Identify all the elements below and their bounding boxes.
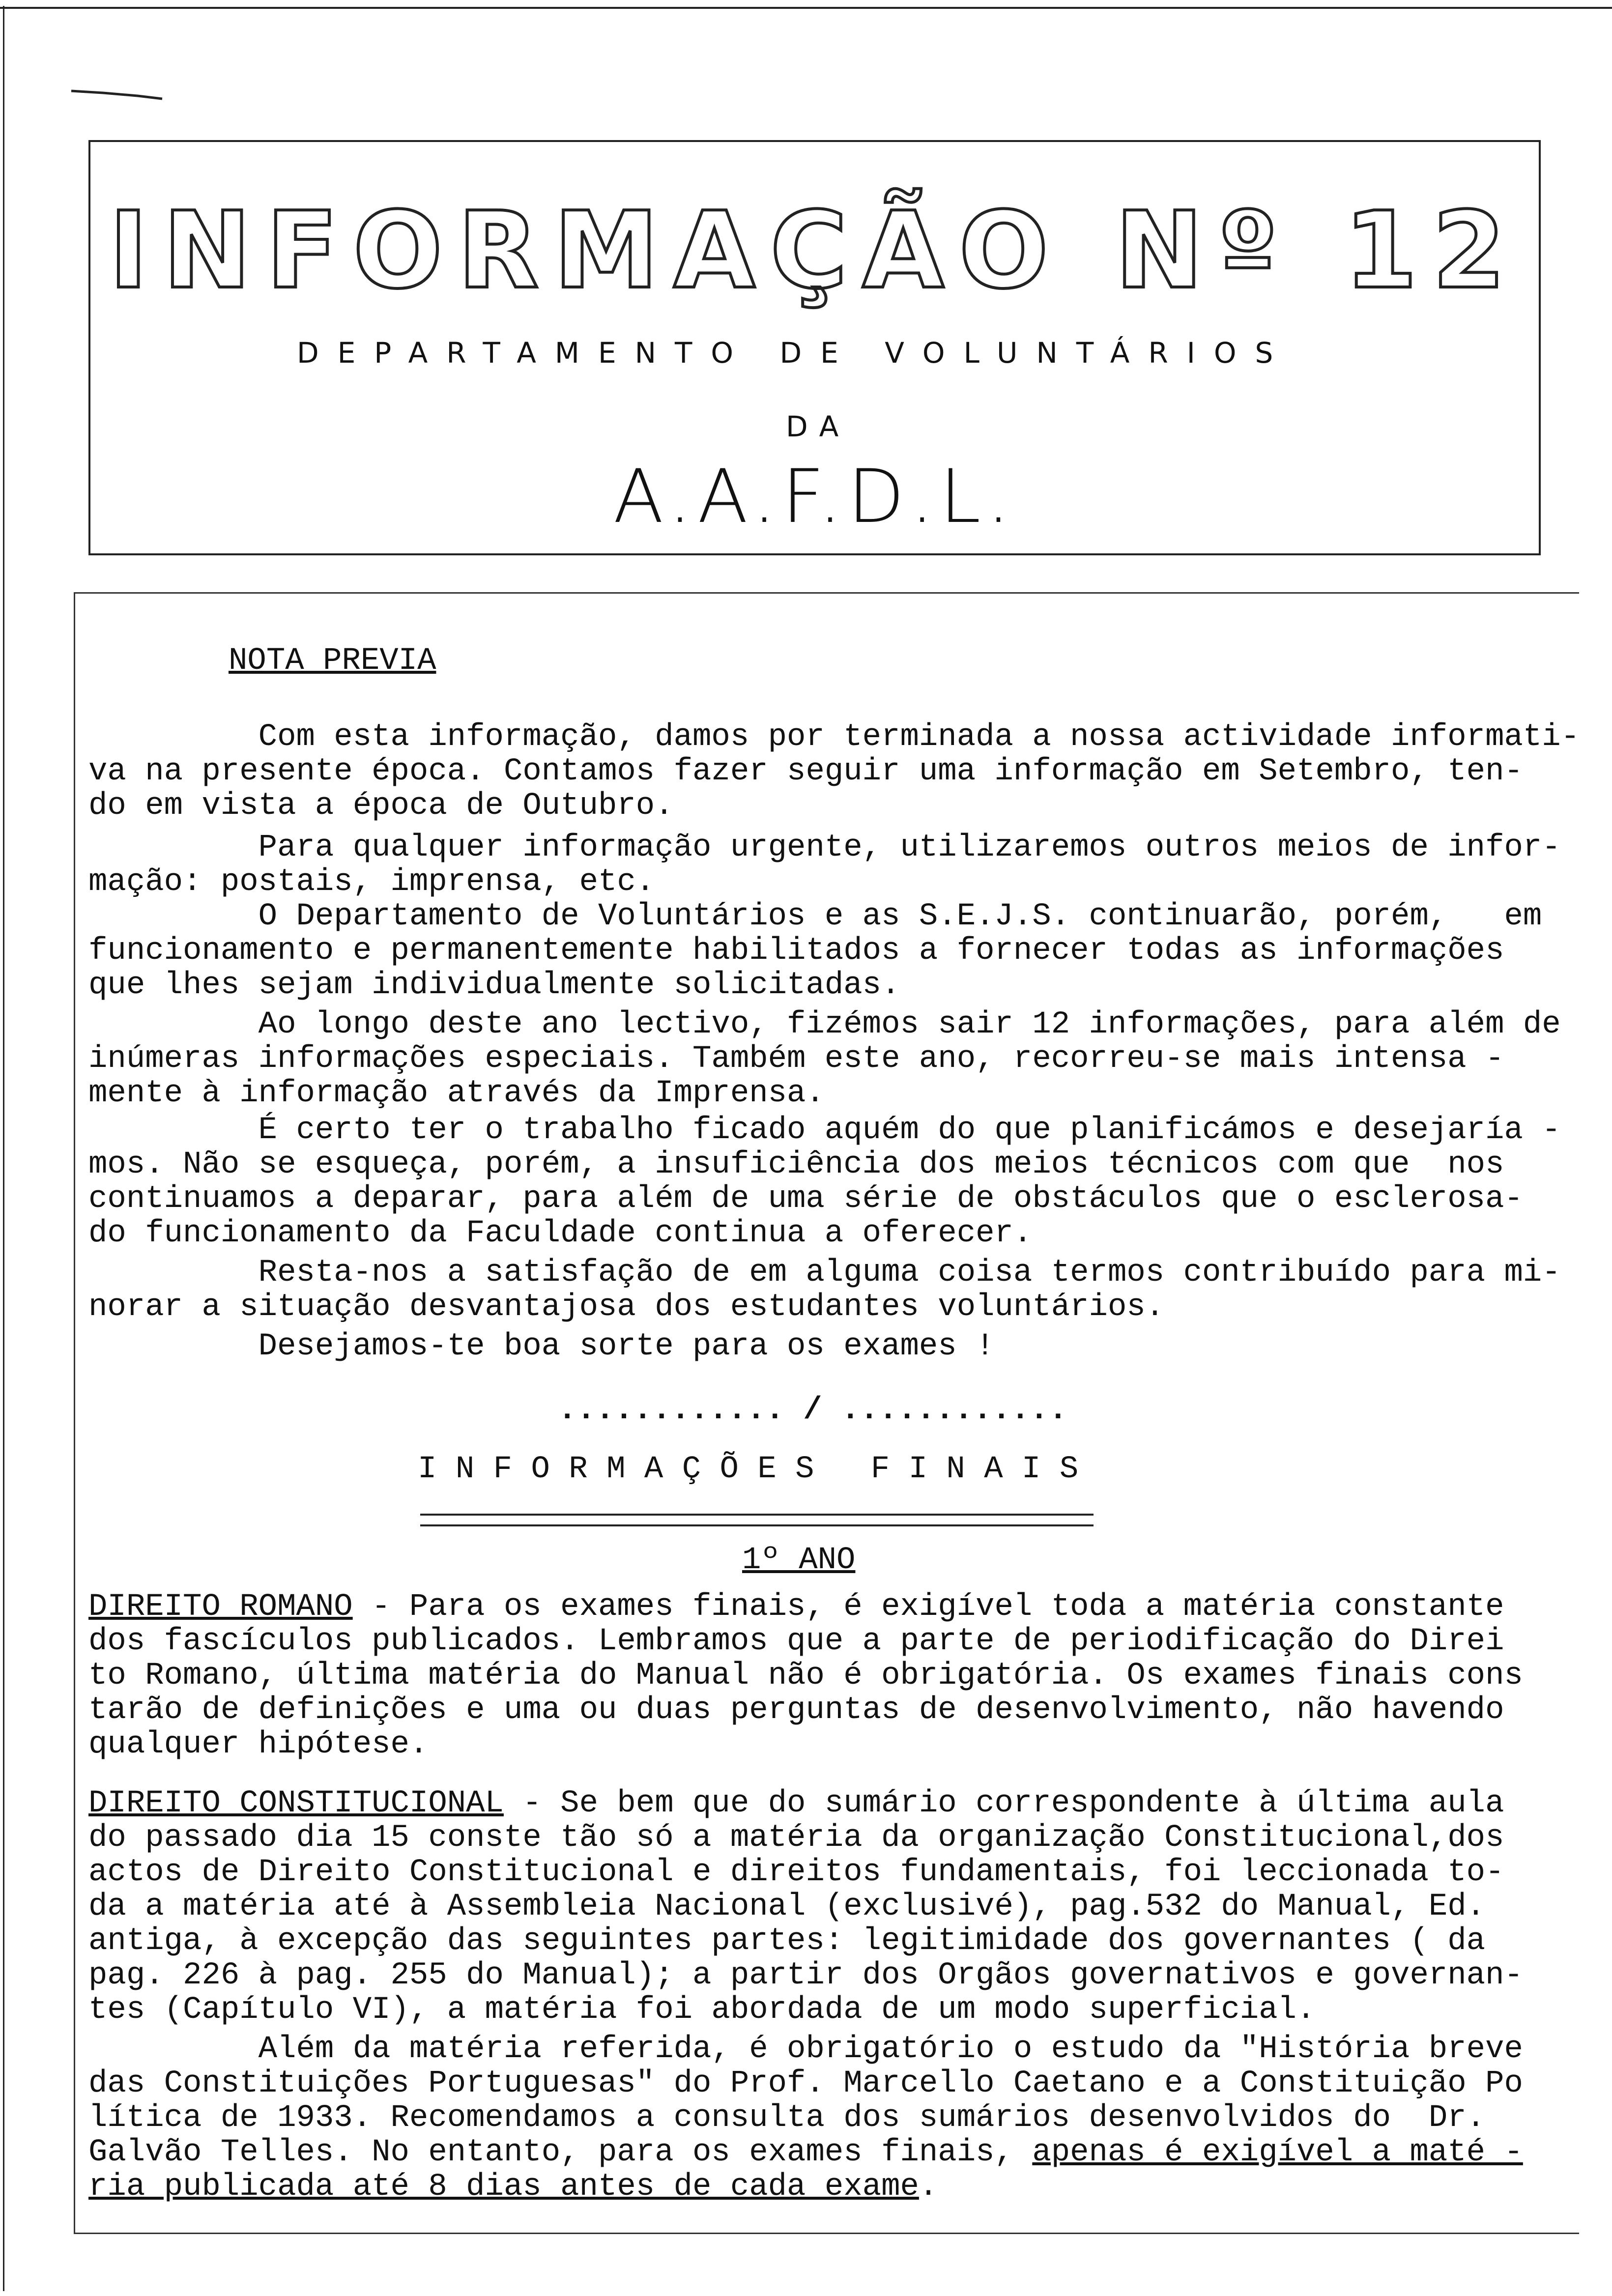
direito-constitucional-line: ria publicada até 8 dias antes de cada exame. — [88, 2169, 938, 2205]
direito-constitucional-line: antiga, à excepção das seguintes partes: legitimidade dos governantes ( da — [88, 1923, 1486, 1959]
newsletter-title: INFORMAÇÃO Nº 12 — [109, 189, 1521, 312]
section-title: I N F O R M A Ç Õ E S F I N A I S — [418, 1452, 1079, 1487]
direito-constitucional-line: da a matéria até à Assembleia Nacional (exclusivé), pag.532 do Manual, Ed. — [88, 1889, 1486, 1924]
direito-romano-label: DIREITO ROMANO — [88, 1589, 353, 1625]
direito-constitucional-line: actos de Direito Constitucional e direitos fundamentais, foi leccionada to- — [88, 1855, 1504, 1890]
nota-previa-line: que lhes sejam individualmente solicitadas. — [88, 968, 900, 1003]
department-name: DEPARTAMENTO DE VOLUNTÁRIOS — [297, 336, 1292, 370]
direito-constitucional-line: das Constituições Portuguesas" do Prof. Marcello Caetano e a Constituição Po — [88, 2066, 1523, 2101]
nota-previa-line: Desejamos-te boa sorte para os exames ! — [88, 1329, 995, 1364]
nota-previa-line: Com esta informação, damos por terminada a nossa actividade informati- — [88, 719, 1580, 755]
nota-previa-line: norar a situação desvantajosa dos estudantes voluntários. — [88, 1290, 1165, 1325]
direito-constitucional-paragraph: DIREITO CONSTITUCIONAL - Se bem que do sumário correspondente à última aula — [88, 1786, 1504, 1821]
nota-previa-line: funcionamento e permanentemente habilitados a fornecer todas as informações — [88, 933, 1504, 969]
nota-previa-line: É certo ter o trabalho ficado aquém do que planificámos e desejaría - — [88, 1113, 1561, 1148]
direito-romano-line: to Romano, última matéria do Manual não é obrigatória. Os exames finais cons — [88, 1658, 1523, 1693]
nota-previa-line: mação: postais, imprensa, etc. — [88, 864, 655, 900]
direito-constitucional-line: tes (Capítulo VI), a matéria foi abordada de um modo superficial. — [88, 1992, 1316, 2028]
direito-constitucional-line: pag. 226 à pag. 255 do Manual); a partir dos Orgãos governativos e governan- — [88, 1958, 1523, 1993]
page-top-border — [0, 7, 1612, 9]
required-material-note: apenas é exigível a maté - — [1032, 2135, 1523, 2170]
organization-name: A.A.F.D.L. — [613, 454, 1016, 540]
nota-previa-line: do funcionamento da Faculdade continua a oferecer. — [88, 1216, 1033, 1251]
direito-constitucional-label: DIREITO CONSTITUCIONAL — [88, 1786, 504, 1821]
nota-previa-line: continuamos a deparar, para além de uma série de obstáculos que o esclerosa- — [88, 1181, 1523, 1217]
direito-romano-line: tarão de definições e uma ou duas perguntas de desenvolvimento, não havendo — [88, 1693, 1504, 1728]
direito-romano-paragraph: DIREITO ROMANO - Para os exames finais, é exigível toda a matéria constante — [88, 1589, 1504, 1625]
nota-previa-line: inúmeras informações especiais. Também este ano, recorreu-se mais intensa - — [88, 1041, 1504, 1077]
nota-previa-line: do em vista a época de Outubro. — [88, 788, 674, 824]
nota-previa-line: mos. Não se esqueça, porém, a insuficiência dos meios técnicos com que nos — [88, 1147, 1504, 1182]
page-left-border — [3, 6, 4, 2291]
nota-previa-line: Ao longo deste ano lectivo, fizémos sair 12 informações, para além de — [88, 1007, 1561, 1042]
department-connector: DA — [786, 410, 851, 443]
nota-previa-line: O Departamento de Voluntários e as S.E.J.S. continuarão, porém, em — [88, 899, 1542, 934]
section-separator: ............ / ............ — [558, 1393, 1067, 1428]
pen-scratch-mark — [69, 86, 167, 101]
nota-previa-line: va na presente época. Contamos fazer seguir uma informação em Setembro, ten- — [88, 754, 1523, 789]
direito-constitucional-line: do passado dia 15 conste tão só a matéria da organização Constitucional,dos — [88, 1820, 1504, 1856]
required-material-note-cont: ria publicada até 8 dias antes de cada exame — [88, 2169, 919, 2205]
direito-constitucional-line: lítica de 1933. Recomendamos a consulta dos sumários desenvolvidos do Dr. — [88, 2100, 1486, 2136]
nota-previa-heading: NOTA PREVIA — [229, 643, 436, 679]
direito-romano-line: qualquer hipótese. — [88, 1727, 429, 1762]
direito-constitucional-line: Galvão Telles. No entanto, para os exames finais, apenas é exigível a maté - — [88, 2135, 1523, 2170]
header-box — [88, 140, 1541, 555]
direito-romano-line: dos fascículos publicados. Lembramos que a parte de periodificação do Direi — [88, 1624, 1504, 1659]
nota-previa-line: mente à informação através da Imprensa. — [88, 1076, 825, 1111]
nota-previa-line: Para qualquer informação urgente, utilizaremos outros meios de infor- — [88, 830, 1561, 865]
year-heading: 1º ANO — [742, 1543, 856, 1578]
nota-previa-line: Resta-nos a satisfação de em alguma coisa termos contribuído para mi- — [88, 1255, 1561, 1291]
direito-constitucional-line: Além da matéria referida, é obrigatório o estudo da "História breve — [88, 2032, 1523, 2067]
section-title-double-rule — [420, 1514, 1094, 1526]
